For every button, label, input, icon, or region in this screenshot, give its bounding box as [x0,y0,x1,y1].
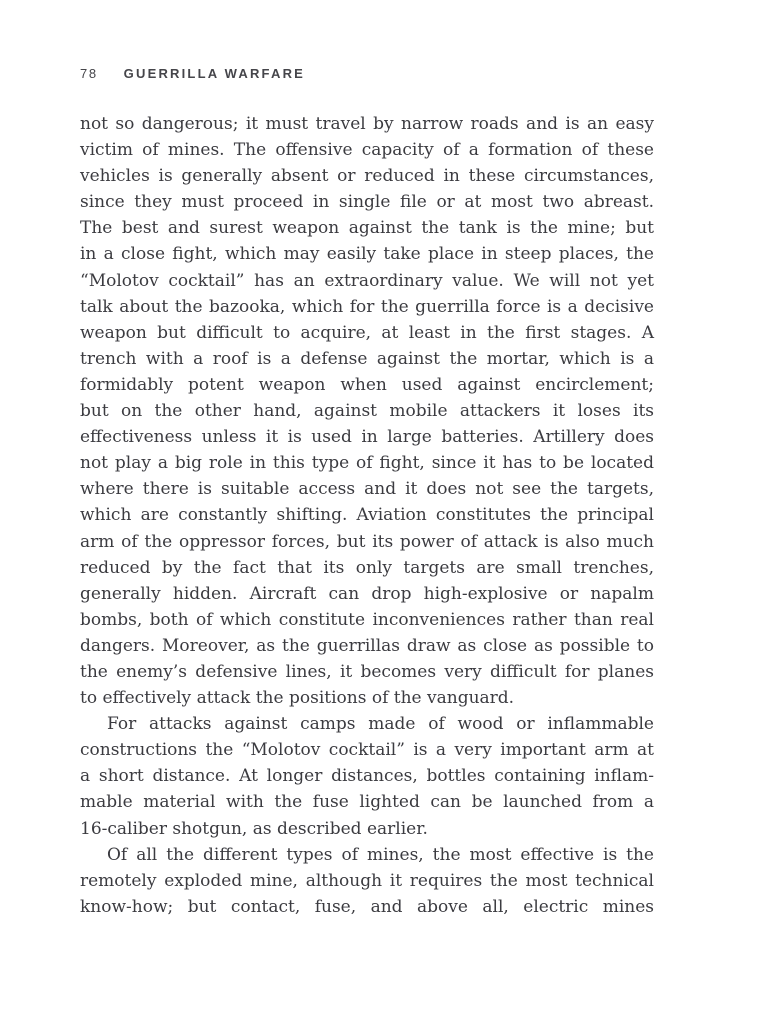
paragraph-end-line: 16-caliber shotgun, as described earlier. [80,818,428,839]
text-line: trench with a roof is a defense against the mortar, which is a [80,348,654,369]
book-title: GUERRILLA WARFARE [123,66,306,81]
text-line: The best and surest weapon against the tank is the mine; but [80,218,654,239]
text-line: the enemy’s defensive lines, it becomes very difficult for planes [80,661,654,682]
text-line: “Molotov cocktail” has an extraordinary value. We will not yet [80,270,654,291]
text-line: in a close fight, which may easily take place in steep places, the [80,244,654,265]
text-line: weapon but difficult to acquire, at least in the first stages. A [80,322,654,343]
page-number: 78 [80,66,98,81]
text-line: formidably potent weapon when used against encirclement; [80,374,654,395]
text-line: not play a big role in this type of fight, since it has to be located [80,453,654,474]
text-line: generally hidden. Aircraft can drop high-explosive or napalm [80,583,654,604]
text-line: since they must proceed in single file or at most two abreast. [80,192,654,213]
text-line: remotely exploded mine, although it requires the most technical [80,870,654,891]
text-line: which are constantly shifting. Aviation constitutes the principal [80,505,654,526]
text-line: talk about the bazooka, which for the guerrilla force is a decisive [80,296,654,317]
text-line: a short distance. At longer distances, bottles containing inflam- [80,766,654,787]
text-line: mable material with the fuse lighted can be launched from a [80,792,654,813]
paragraph-first-line: For attacks against camps made of wood or inflammable [107,714,654,735]
text-line: constructions the “Molotov cocktail” is a very important arm at [80,740,654,761]
text-line: arm of the oppressor forces, but its power of attack is also much [80,531,654,552]
text-line: where there is suitable access and it does not see the targets, [80,479,654,500]
body-text [80,111,654,920]
running-head [80,66,305,86]
paragraph-end-line: to effectively attack the positions of the vanguard. [80,688,515,709]
text-line: but on the other hand, against mobile attackers it loses its [80,401,654,422]
text-line: victim of mines. The offensive capacity of a formation of these [80,140,654,161]
text-line: vehicles is generally absent or reduced in these circumstances, [80,166,654,187]
text-line: dangers. Moreover, as the guerrillas draw as close as possible to [80,635,654,656]
text-line: bombs, both of which constitute inconveniences rather than real [80,609,654,630]
text-line: not so dangerous; it must travel by narrow roads and is an easy [80,114,654,134]
text-line: know-how; but contact, fuse, and above all, electric mines [80,896,654,917]
text-line: reduced by the fact that its only targets are small trenches, [80,557,654,578]
paragraph-first-line: Of all the different types of mines, the most effective is the [107,844,654,865]
text-line: effectiveness unless it is used in large batteries. Artillery does [80,427,654,448]
